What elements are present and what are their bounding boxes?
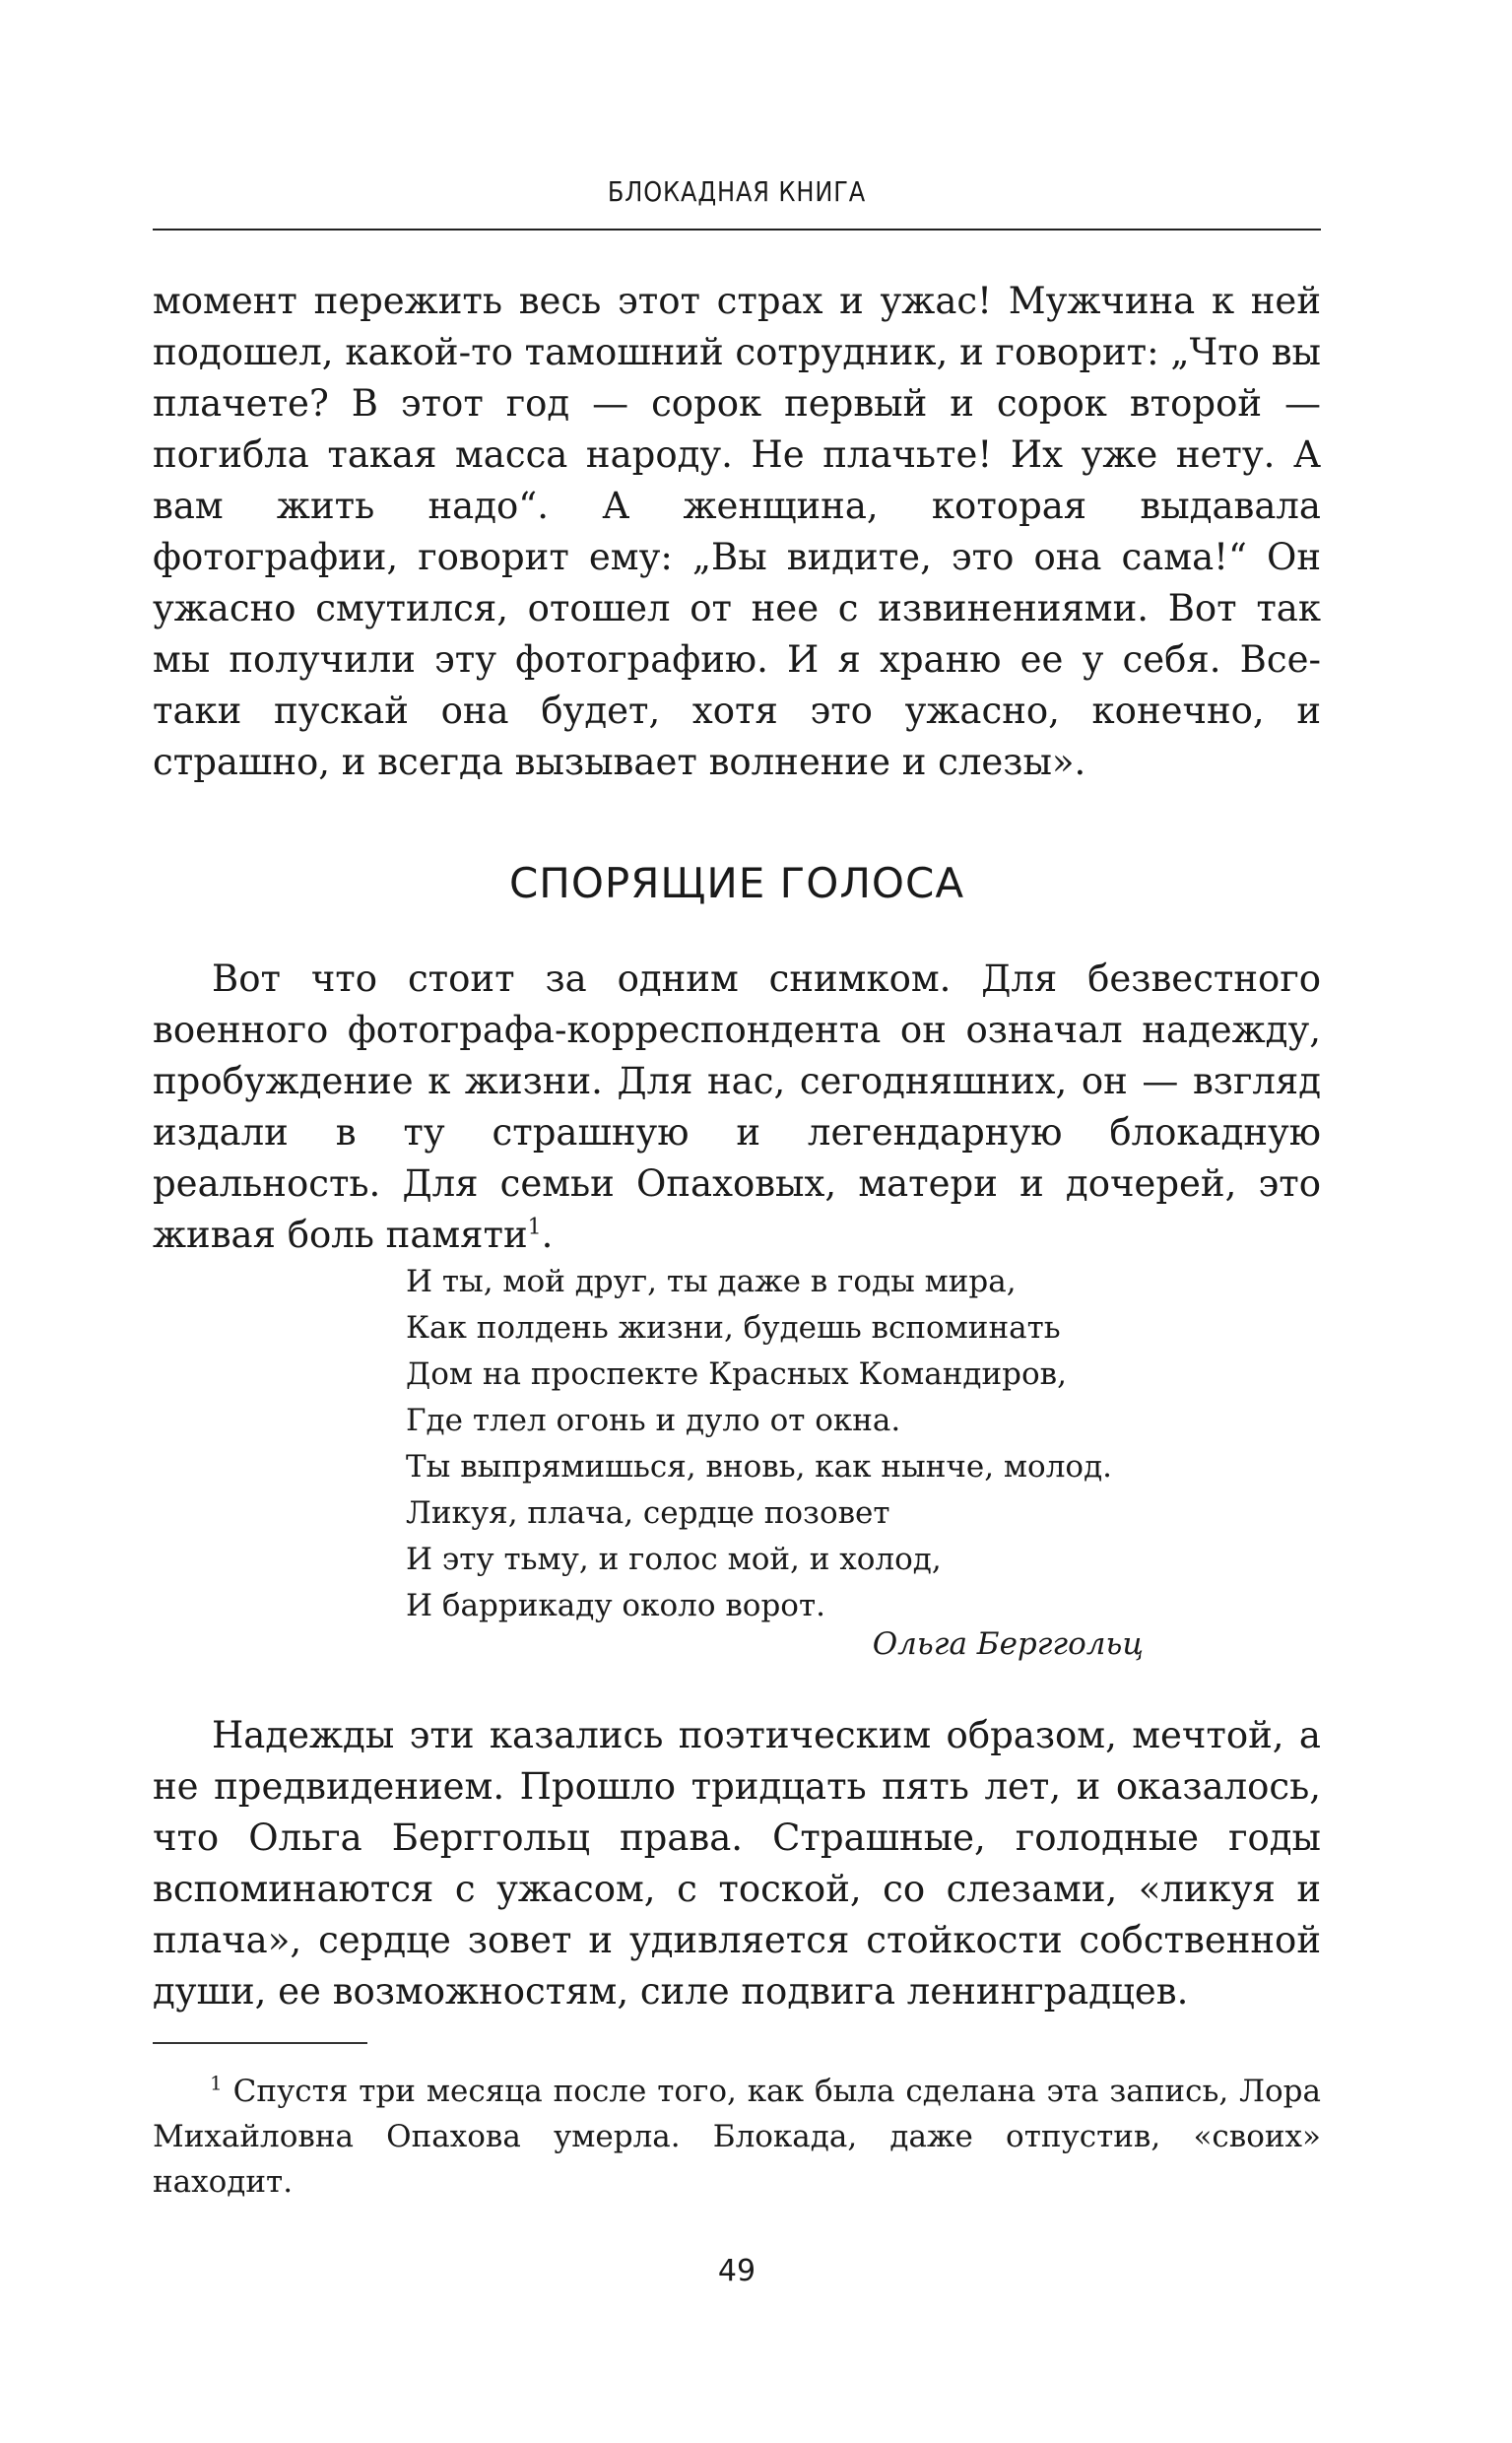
footnote-reference[interactable]: 1 [527,1215,542,1240]
paragraph-intro [153,954,1321,1261]
poem-author: Ольга Берггольц [872,1626,1144,1662]
poem-line: И ты, мой друг, ты даже в годы мира, [406,1264,1017,1299]
poem-line: Ликуя, плача, сердце позовет [406,1495,890,1531]
footnote-text: Спустя три месяца после того, как была сделана эта запись, Лора Михайловна Опахова умерла. Блокада, даже отпустив, «своих» находит. [153,2074,1321,2200]
footnote-mark: 1 [210,2071,223,2095]
poem-line: Ты выпрямишься, вновь, как нынче, молод. [406,1449,1113,1485]
footnote-divider [153,2042,367,2044]
poem-line: И баррикаду около ворот. [406,1588,825,1623]
footnote [153,2069,1321,2205]
poem-line: Где тлел огонь и дуло от окна. [406,1403,901,1438]
paragraph-intro-end: . [541,1214,554,1256]
paragraph-closing: Надежды эти казались поэтическим образом, мечтой, а не предвидением. Прошло тридцать пять лет, и оказалось, что Ольга Берггольц права. Страшные, голодные годы вспоминаются с ужасом, с тоской, со слезами, «ликуя и плача», сердце зовет и удивляется стойкости собственной души, ее возможностям, силе подвига ленинградцев. [153,1714,1321,2013]
section-title: СПОРЯЩИЕ ГОЛОСА [508,859,965,907]
header-divider [153,229,1321,231]
poem-block [406,1259,1214,1629]
paragraph-continuation: момент пережить весь этот страх и ужас! Мужчина к ней подошел, какой-то тамошний сотрудник, и говорит: „Что вы плачете? В этот год — сорок первый и сорок второй — погибла такая масса народу. Не плачьте! Их уже нету. А вам жить надо“. А женщина, которая выдавала фотографии, говорит ему: „Вы видите, это она сама!“ Он ужасно смутился, отошел от нее с извинениями. Вот так мы получили эту фотографию. И я храню ее у себя. Все-таки пускай она будет, хотя это ужасно, конечно, и страшно, и всегда вызывает волнение и слезы». [153,280,1321,783]
page-number: 49 [717,2254,756,2288]
poem-line: И эту тьму, и голос мой, и холод, [406,1542,942,1577]
running-head: БЛОКАДНАЯ КНИГА [607,175,867,208]
poem-line: Дом на проспекте Красных Командиров, [406,1356,1067,1392]
paragraph-intro-text: Вот что стоит за одним снимком. Для безвестного военного фотографа-корреспондента он означал надежду, пробуждение к жизни. Для нас, сегодняшних, он — взгляд издали в ту страшную и легендарную блокадную реальность. Для семьи Опаховых, матери и дочерей, это живая боль памяти [153,957,1321,1256]
poem-line: Как полдень жизни, будешь вспоминать [406,1310,1061,1346]
